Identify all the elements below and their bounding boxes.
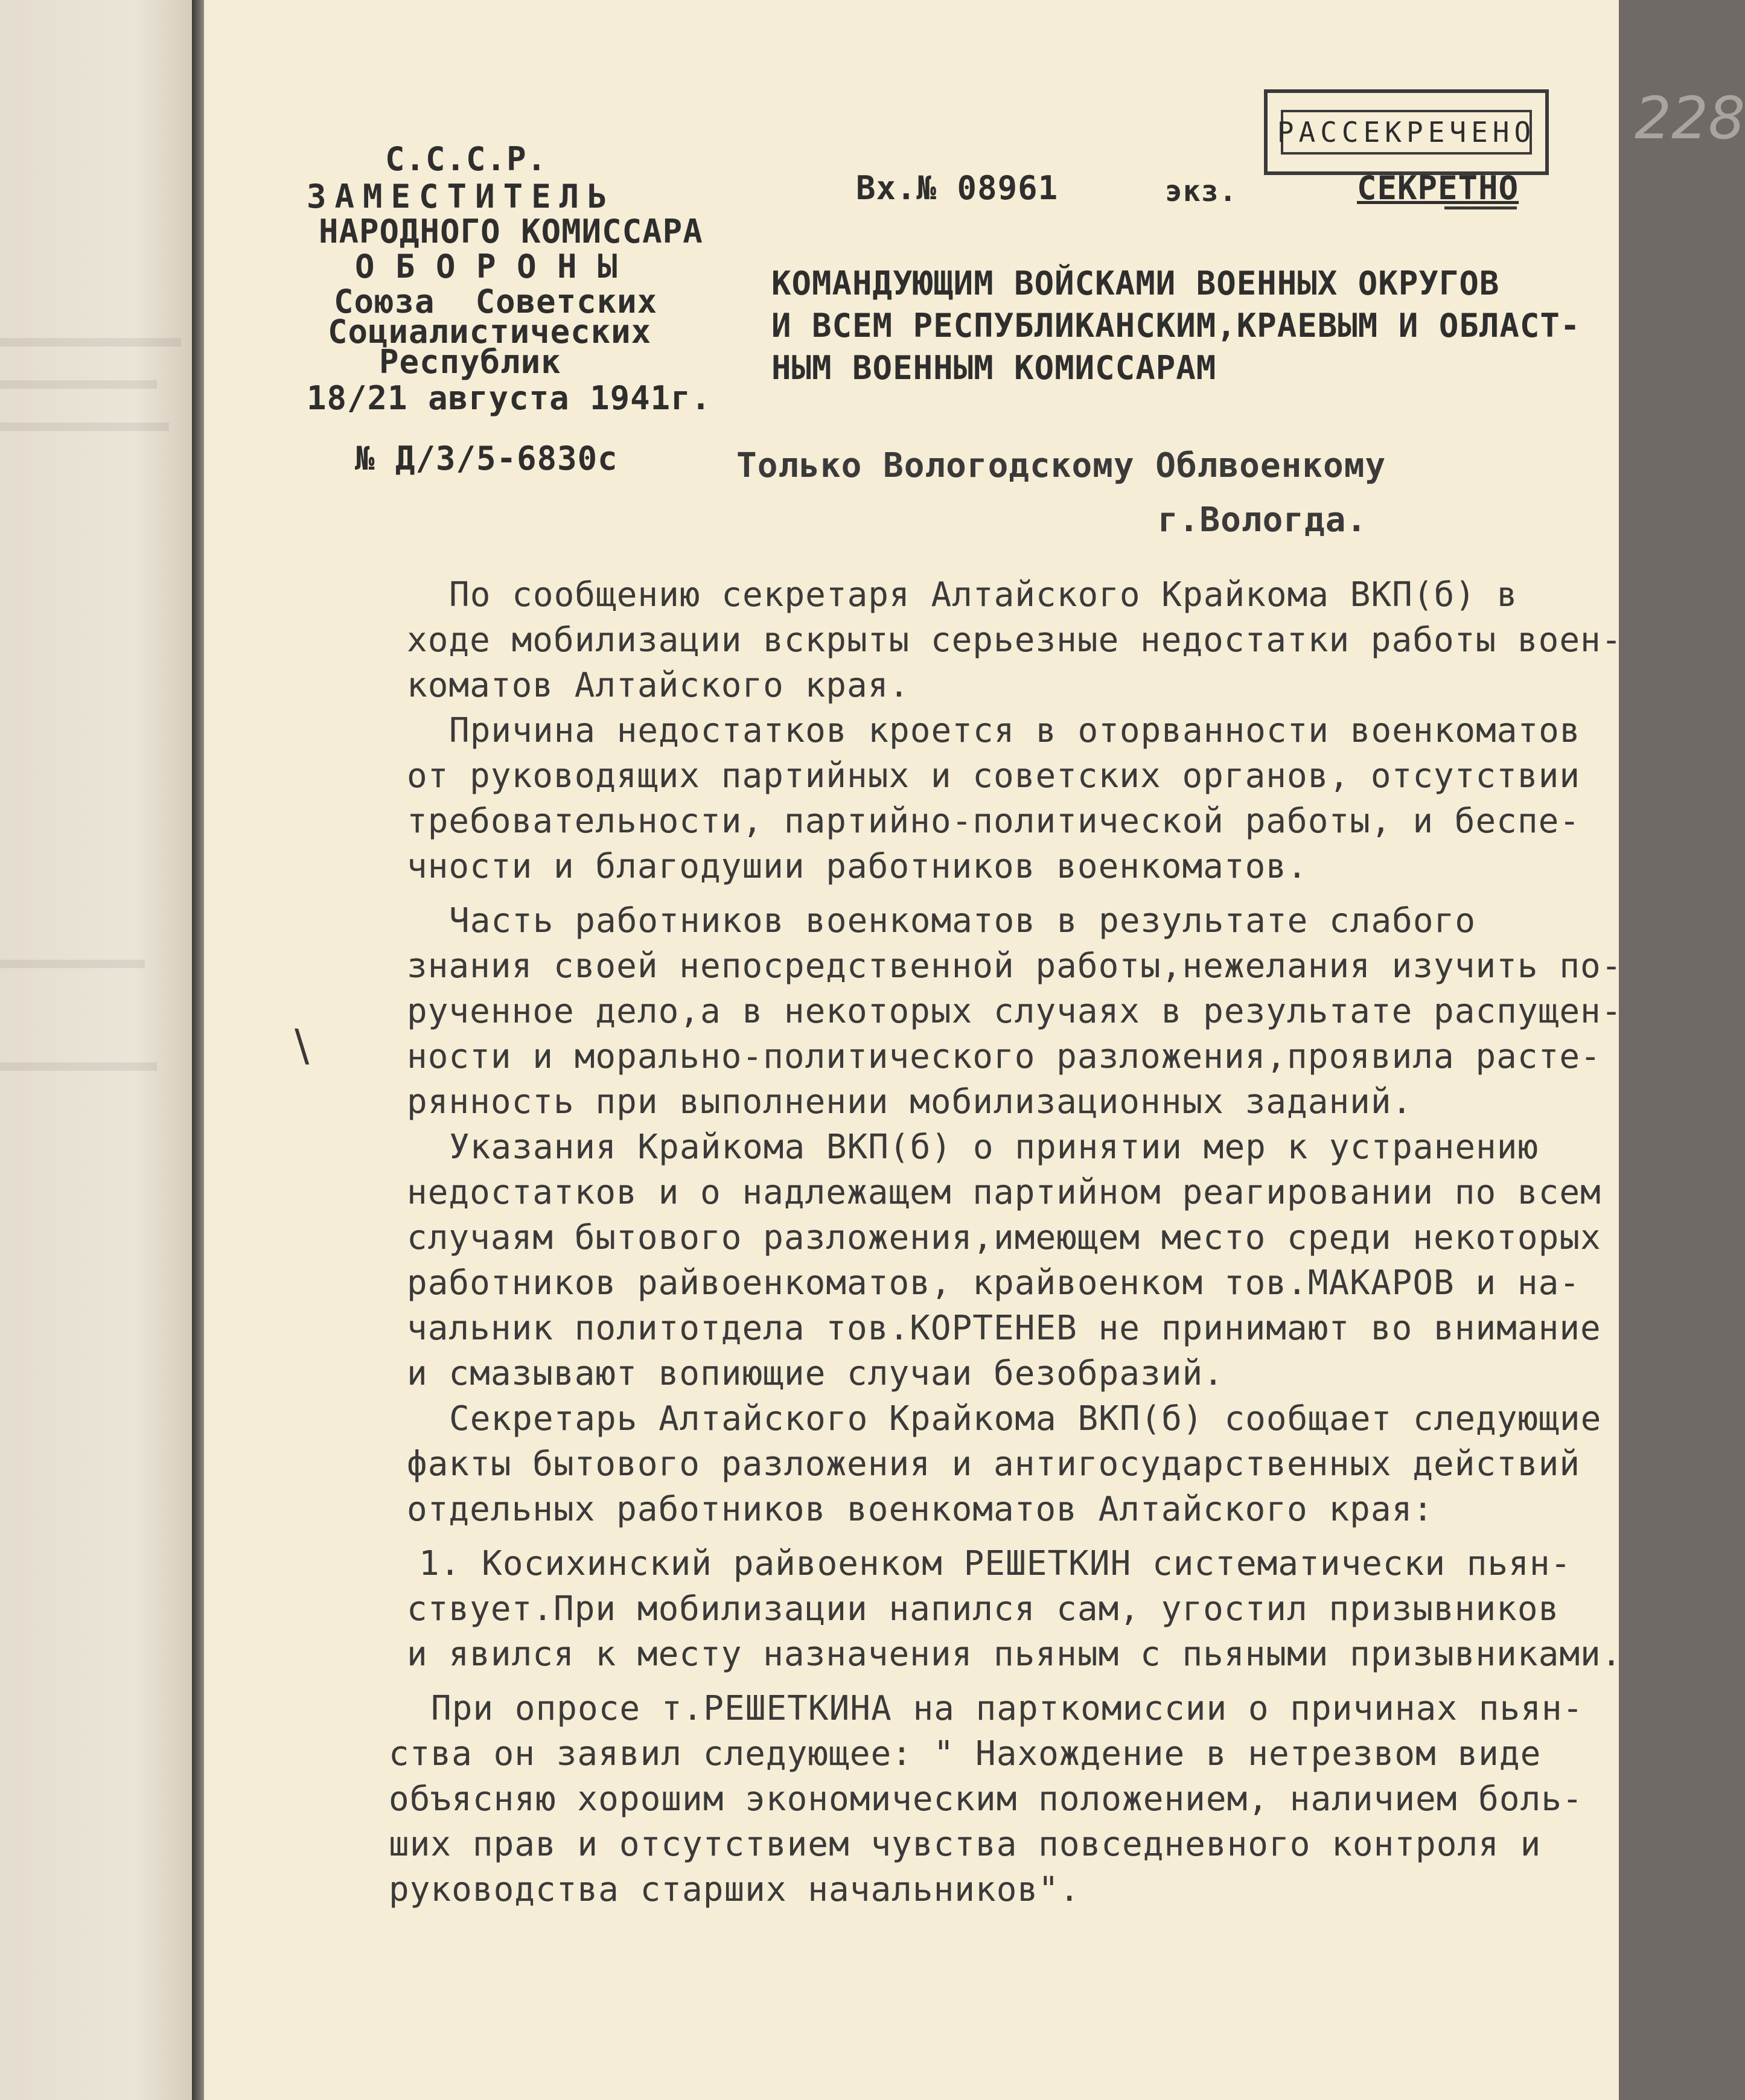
body-line-26: ства он заявил следующее: " Нахождение в нетрезвом виде [389, 1734, 1542, 1773]
body-line-20: факты бытового разложения и антигосударственных действий [407, 1444, 1581, 1484]
body-line-7: чности и благодушии работников военкоматов. [407, 847, 1308, 886]
header-title-commissar: НАРОДНОГО КОМИССАРА [319, 212, 703, 251]
body-line-4: Причина недостатков кроется в оторванности военкоматов [449, 711, 1581, 750]
classification-label: СЕКРЕТНО [1357, 169, 1519, 207]
stamp-label: РАССЕКРЕЧЕНО [1281, 110, 1532, 155]
copy-label: экз. [1165, 174, 1237, 208]
body-line-11: ности и морально-политического разложения,проявила расте- [407, 1037, 1601, 1076]
header-outgoing-number: № Д/3/5-6830с [355, 439, 618, 477]
body-line-19: Секретарь Алтайского Крайкома ВКП(б) сообщает следующие [449, 1399, 1602, 1438]
header-union-line1: Союза Советских [334, 282, 658, 321]
archive-page-number: 228 [1635, 85, 1745, 152]
book-gutter [192, 0, 204, 2100]
body-line-28: ших прав и отсутствием чувства повседневного контроля и [389, 1825, 1542, 1864]
recipient-line: Только Вологодскому Облвоенкому [736, 446, 1386, 485]
body-line-10: рученное дело,а в некоторых случаях в результате распущен- [407, 992, 1622, 1031]
body-line-23: ствует.При мобилизации напился сам, угостил призывников [407, 1589, 1560, 1629]
header-date: 18/21 августа 1941г. [307, 379, 712, 417]
addressee-line-3: НЫМ ВОЕННЫМ КОМИССАРАМ [771, 349, 1217, 387]
recipient-city: г.Вологда. [1158, 500, 1368, 540]
header-union-line2: Социалистических [328, 313, 652, 351]
body-line-25: При опросе т.РЕШЕТКИНА на парткомиссии о причинах пьян- [431, 1689, 1584, 1728]
margin-mark: \ [295, 1020, 310, 1071]
body-line-9: знания своей непосредственной работы,нежелания изучить по- [407, 946, 1622, 986]
body-line-18: и смазывают вопиющие случаи безобразий. [407, 1354, 1224, 1393]
body-line-22: 1. Косихинский райвоенком РЕШЕТКИН систематически пьян- [419, 1544, 1572, 1583]
declassified-stamp [1264, 89, 1549, 175]
body-line-5: от руководящих партийных и советских органов, отсутствии [407, 756, 1581, 796]
previous-page-edge [0, 0, 192, 2100]
body-line-1: По сообщению секретаря Алтайского Крайкома ВКП(б) в [449, 575, 1518, 614]
body-line-13: Указания Крайкома ВКП(б) о принятии мер к устранению [449, 1128, 1539, 1167]
body-line-12: рянность при выполнении мобилизационных заданий. [407, 1082, 1413, 1122]
body-line-15: случаям бытового разложения,имеющем место среди некоторых [407, 1218, 1601, 1257]
header-title-deputy: ЗАМЕСТИТЕЛЬ [307, 177, 616, 215]
body-line-27: объясняю хорошим экономическим положением, наличием боль- [389, 1779, 1583, 1819]
addressee-line-1: КОМАНДУЮЩИМ ВОЙСКАМИ ВОЕННЫХ ОКРУГОВ [771, 264, 1500, 302]
body-line-14: недостатков и о надлежащем партийном реагировании по всем [407, 1173, 1601, 1212]
addressee-line-2: И ВСЕМ РЕСПУБЛИКАНСКИМ,КРАЕВЫМ И ОБЛАСТ- [771, 307, 1581, 345]
body-line-3: коматов Алтайского края. [407, 666, 910, 705]
body-line-8: Часть работников военкоматов в результате слабого [449, 901, 1476, 940]
document-page [204, 0, 1745, 2100]
body-line-2: ходе мобилизации вскрыты серьезные недостатки работы воен- [407, 621, 1622, 660]
body-line-16: работников райвоенкоматов, крайвоенком тов.МАКАРОВ и на- [407, 1263, 1581, 1303]
header-country: С.С.С.Р. [385, 140, 547, 178]
body-line-24: и явился к месту назначения пьяным с пьяными призывниками. [407, 1635, 1622, 1674]
body-line-6: требовательности, партийно-политической работы, и беспе- [407, 802, 1581, 841]
body-line-17: чальник политотдела тов.КОРТЕНЕВ не принимают во внимание [407, 1309, 1601, 1348]
body-line-29: руководства старших начальников". [389, 1870, 1080, 1909]
body-line-21: отдельных работников военкоматов Алтайского края: [407, 1490, 1434, 1529]
incoming-number: Вх.№ 08961 [856, 169, 1059, 207]
header-title-defense: О Б О Р О Н Ы [355, 247, 618, 286]
header-union-line3: Республик [379, 343, 561, 381]
